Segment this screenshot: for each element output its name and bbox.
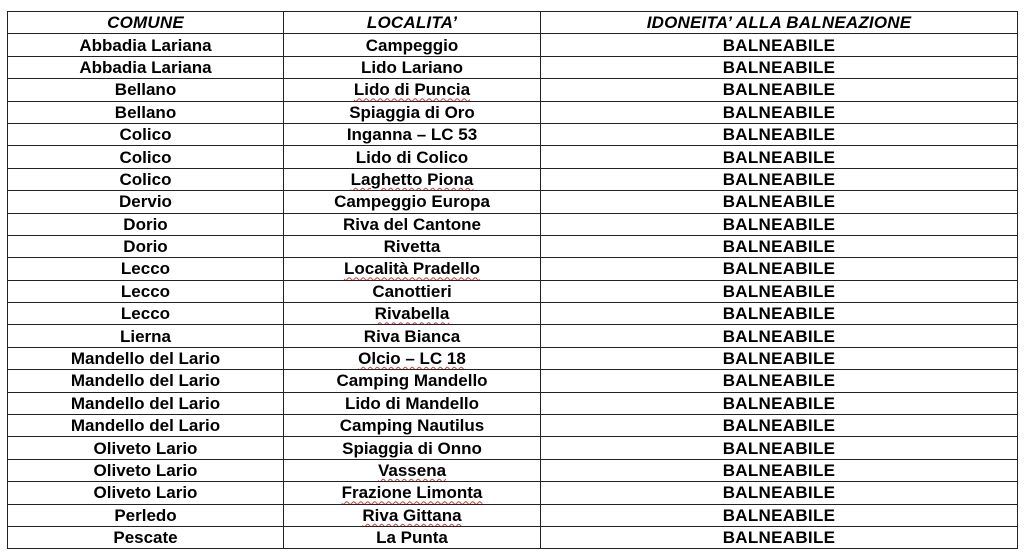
cell-comune: Oliveto Lario	[8, 459, 284, 481]
table-row	[8, 258, 1018, 280]
cell-idoneita: BALNEABILE	[541, 56, 1018, 78]
cell-localita: Località Pradello	[284, 258, 541, 280]
cell-idoneita: BALNEABILE	[541, 258, 1018, 280]
cell-idoneita: BALNEABILE	[541, 347, 1018, 369]
cell-localita: Rivabella	[284, 303, 541, 325]
cell-localita: Spiaggia di Oro	[284, 101, 541, 123]
cell-comune: Lecco	[8, 280, 284, 302]
cell-idoneita: BALNEABILE	[541, 235, 1018, 257]
cell-comune: Dorio	[8, 235, 284, 257]
cell-localita: Camping Mandello	[284, 370, 541, 392]
cell-idoneita: BALNEABILE	[541, 370, 1018, 392]
cell-localita: Lido Lariano	[284, 56, 541, 78]
cell-localita: Lido di Colico	[284, 146, 541, 168]
cell-idoneita: BALNEABILE	[541, 213, 1018, 235]
cell-idoneita: BALNEABILE	[541, 526, 1018, 548]
table-row	[8, 168, 1018, 190]
cell-idoneita: BALNEABILE	[541, 34, 1018, 56]
table-row	[8, 415, 1018, 437]
cell-idoneita: BALNEABILE	[541, 101, 1018, 123]
cell-localita: Frazione Limonta	[284, 482, 541, 504]
column-header-localita: LOCALITA’	[284, 12, 541, 34]
cell-idoneita: BALNEABILE	[541, 123, 1018, 145]
cell-localita: Riva del Cantone	[284, 213, 541, 235]
cell-comune: Lierna	[8, 325, 284, 347]
table-row	[8, 437, 1018, 459]
table-row	[8, 459, 1018, 481]
cell-idoneita: BALNEABILE	[541, 168, 1018, 190]
cell-idoneita: BALNEABILE	[541, 437, 1018, 459]
table-row	[8, 526, 1018, 548]
cell-localita: Vassena	[284, 459, 541, 481]
table-row	[8, 123, 1018, 145]
table-row	[8, 325, 1018, 347]
column-header-idoneita: IDONEITA’ ALLA BALNEAZIONE	[541, 12, 1018, 34]
table-row	[8, 56, 1018, 78]
cell-idoneita: BALNEABILE	[541, 415, 1018, 437]
cell-comune: Oliveto Lario	[8, 482, 284, 504]
cell-comune: Mandello del Lario	[8, 392, 284, 414]
cell-idoneita: BALNEABILE	[541, 459, 1018, 481]
cell-localita: Camping Nautilus	[284, 415, 541, 437]
table-body	[8, 34, 1018, 549]
cell-idoneita: BALNEABILE	[541, 191, 1018, 213]
table-row	[8, 235, 1018, 257]
table-row	[8, 347, 1018, 369]
cell-localita: Inganna – LC 53	[284, 123, 541, 145]
cell-localita: Rivetta	[284, 235, 541, 257]
cell-comune: Bellano	[8, 101, 284, 123]
cell-localita: Lido di Puncia	[284, 79, 541, 101]
cell-localita: Riva Bianca	[284, 325, 541, 347]
cell-idoneita: BALNEABILE	[541, 79, 1018, 101]
cell-comune: Mandello del Lario	[8, 370, 284, 392]
table-row	[8, 213, 1018, 235]
cell-localita: Campeggio	[284, 34, 541, 56]
table-row	[8, 191, 1018, 213]
cell-comune: Oliveto Lario	[8, 437, 284, 459]
cell-comune: Mandello del Lario	[8, 347, 284, 369]
cell-idoneita: BALNEABILE	[541, 504, 1018, 526]
cell-localita: Spiaggia di Onno	[284, 437, 541, 459]
cell-idoneita: BALNEABILE	[541, 325, 1018, 347]
cell-idoneita: BALNEABILE	[541, 280, 1018, 302]
cell-idoneita: BALNEABILE	[541, 392, 1018, 414]
table-header-row	[8, 12, 1018, 34]
cell-localita: Olcio – LC 18	[284, 347, 541, 369]
cell-localita: Canottieri	[284, 280, 541, 302]
bathing-suitability-document	[7, 11, 1017, 549]
cell-comune: Pescate	[8, 526, 284, 548]
cell-comune: Abbadia Lariana	[8, 56, 284, 78]
cell-localita: Laghetto Piona	[284, 168, 541, 190]
table-row	[8, 101, 1018, 123]
cell-comune: Dervio	[8, 191, 284, 213]
cell-localita: Riva Gittana	[284, 504, 541, 526]
table-row	[8, 392, 1018, 414]
cell-localita: La Punta	[284, 526, 541, 548]
table-row	[8, 146, 1018, 168]
cell-idoneita: BALNEABILE	[541, 482, 1018, 504]
column-header-comune: COMUNE	[8, 12, 284, 34]
table-row	[8, 504, 1018, 526]
table-row	[8, 280, 1018, 302]
cell-comune: Dorio	[8, 213, 284, 235]
cell-comune: Bellano	[8, 79, 284, 101]
cell-comune: Lecco	[8, 258, 284, 280]
table-row	[8, 79, 1018, 101]
cell-comune: Abbadia Lariana	[8, 34, 284, 56]
bathing-suitability-table	[7, 11, 1018, 549]
table-row	[8, 482, 1018, 504]
cell-idoneita: BALNEABILE	[541, 146, 1018, 168]
table-row	[8, 370, 1018, 392]
cell-comune: Mandello del Lario	[8, 415, 284, 437]
cell-comune: Colico	[8, 146, 284, 168]
cell-comune: Colico	[8, 123, 284, 145]
cell-idoneita: BALNEABILE	[541, 303, 1018, 325]
table-row	[8, 303, 1018, 325]
table-row	[8, 34, 1018, 56]
cell-comune: Colico	[8, 168, 284, 190]
cell-localita: Lido di Mandello	[284, 392, 541, 414]
cell-localita: Campeggio Europa	[284, 191, 541, 213]
cell-comune: Perledo	[8, 504, 284, 526]
cell-comune: Lecco	[8, 303, 284, 325]
